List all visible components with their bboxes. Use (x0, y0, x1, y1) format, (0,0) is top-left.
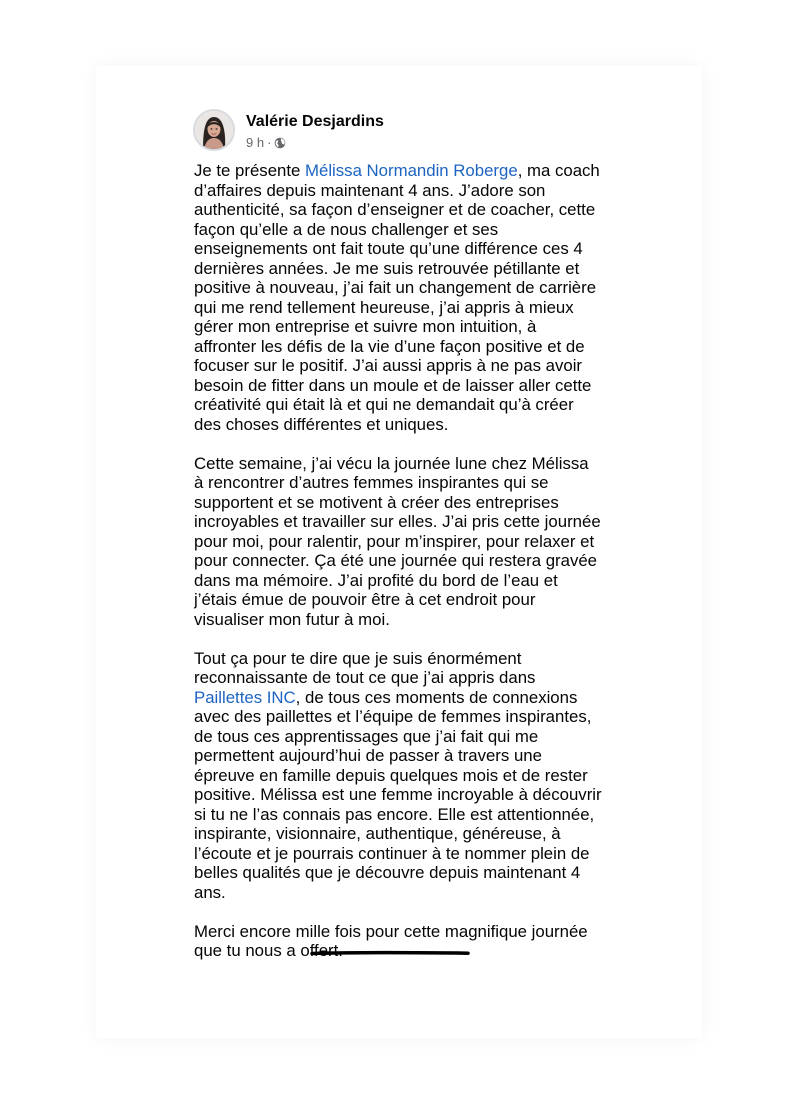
post-paragraph-1 (194, 161, 602, 434)
post-paragraph-4: Merci encore mille fois pour cette magnifique journée que tu nous a offert. (194, 921, 588, 960)
post-time[interactable]: 9 h (246, 135, 265, 150)
post-paragraph-3 (194, 649, 602, 903)
post-body (194, 161, 602, 964)
paragraph-text: , de tous ces moments de connexions avec des paillettes et l’équipe de femmes inspirantes, de tous ces apprentissages que j’ai fait qui me permettent aujourd’hui de passer à travers une épreuve en famille depuis quelques mois et de rester positive. Mélissa est une femme incroyable à découvrir si tu ne l’as connais pas encore. Elle est attentionnée, inspirante, visionnaire, authentique, généreuse, à l’écoute et je pourrais continuer à te nommer plein de belles qualités que je découvre depuis maintenant 4 ans. (194, 687, 602, 902)
mention-melissa-normandin-roberge[interactable]: Mélissa Normandin Roberge (305, 161, 518, 180)
hand-drawn-underline (310, 950, 470, 956)
post-paragraph-2: Cette semaine, j’ai vécu la journée lune chez Mélissa à rencontrer d’autres femmes inspirantes qui se supportent et se motivent à créer des entreprises incroyables et travailler sur elles. J’ai pris cette journée pour moi, pour ralentir, pour m’inspirer, pour relaxer et pour connecter. Ça été une journée qui restera gravée dans ma mémoire. J’ai profité du bord de l’eau et j’étais émue de pouvoir être à cet endroit pour visualiser mon futur à moi. (194, 453, 601, 629)
paragraph-text: , ma coach d’affaires depuis maintenant 4 ans. J’adore son authenticité, sa façon d’enseigner et de coacher, cette façon qu’elle a de nous challenger et ses enseignements ont fait toute qu’une différence ces 4 dernières années. Je me suis retrouvée pétillante et positive à nouveau, j’ai fait un changement de carrière qui me rend tellement heureuse, j’ai appris à mieux gérer mon entreprise et suivre mon intuition, à affronter les défis de la vie d’une façon positive et de focuser sur le positif. J’ai aussi appris à ne pas avoir besoin de fitter dans un moule et de laisser aller cette créativité qui était là et qui ne demandait qu’à créer des choses différentes et uniques. (194, 161, 600, 434)
paragraph-text: Je te présente (194, 161, 306, 180)
post-meta (246, 135, 286, 150)
profile-photo-icon (195, 111, 233, 149)
globe-icon[interactable] (274, 137, 286, 149)
author-name[interactable]: Valérie Desjardins (246, 113, 384, 130)
avatar[interactable] (193, 109, 235, 151)
meta-separator: · (267, 135, 272, 150)
mention-paillettes-inc[interactable]: Paillettes INC (194, 687, 296, 707)
paragraph-text: Tout ça pour te dire que je suis énormément reconnaissante de tout ce que j’ai appris dans (194, 648, 536, 687)
